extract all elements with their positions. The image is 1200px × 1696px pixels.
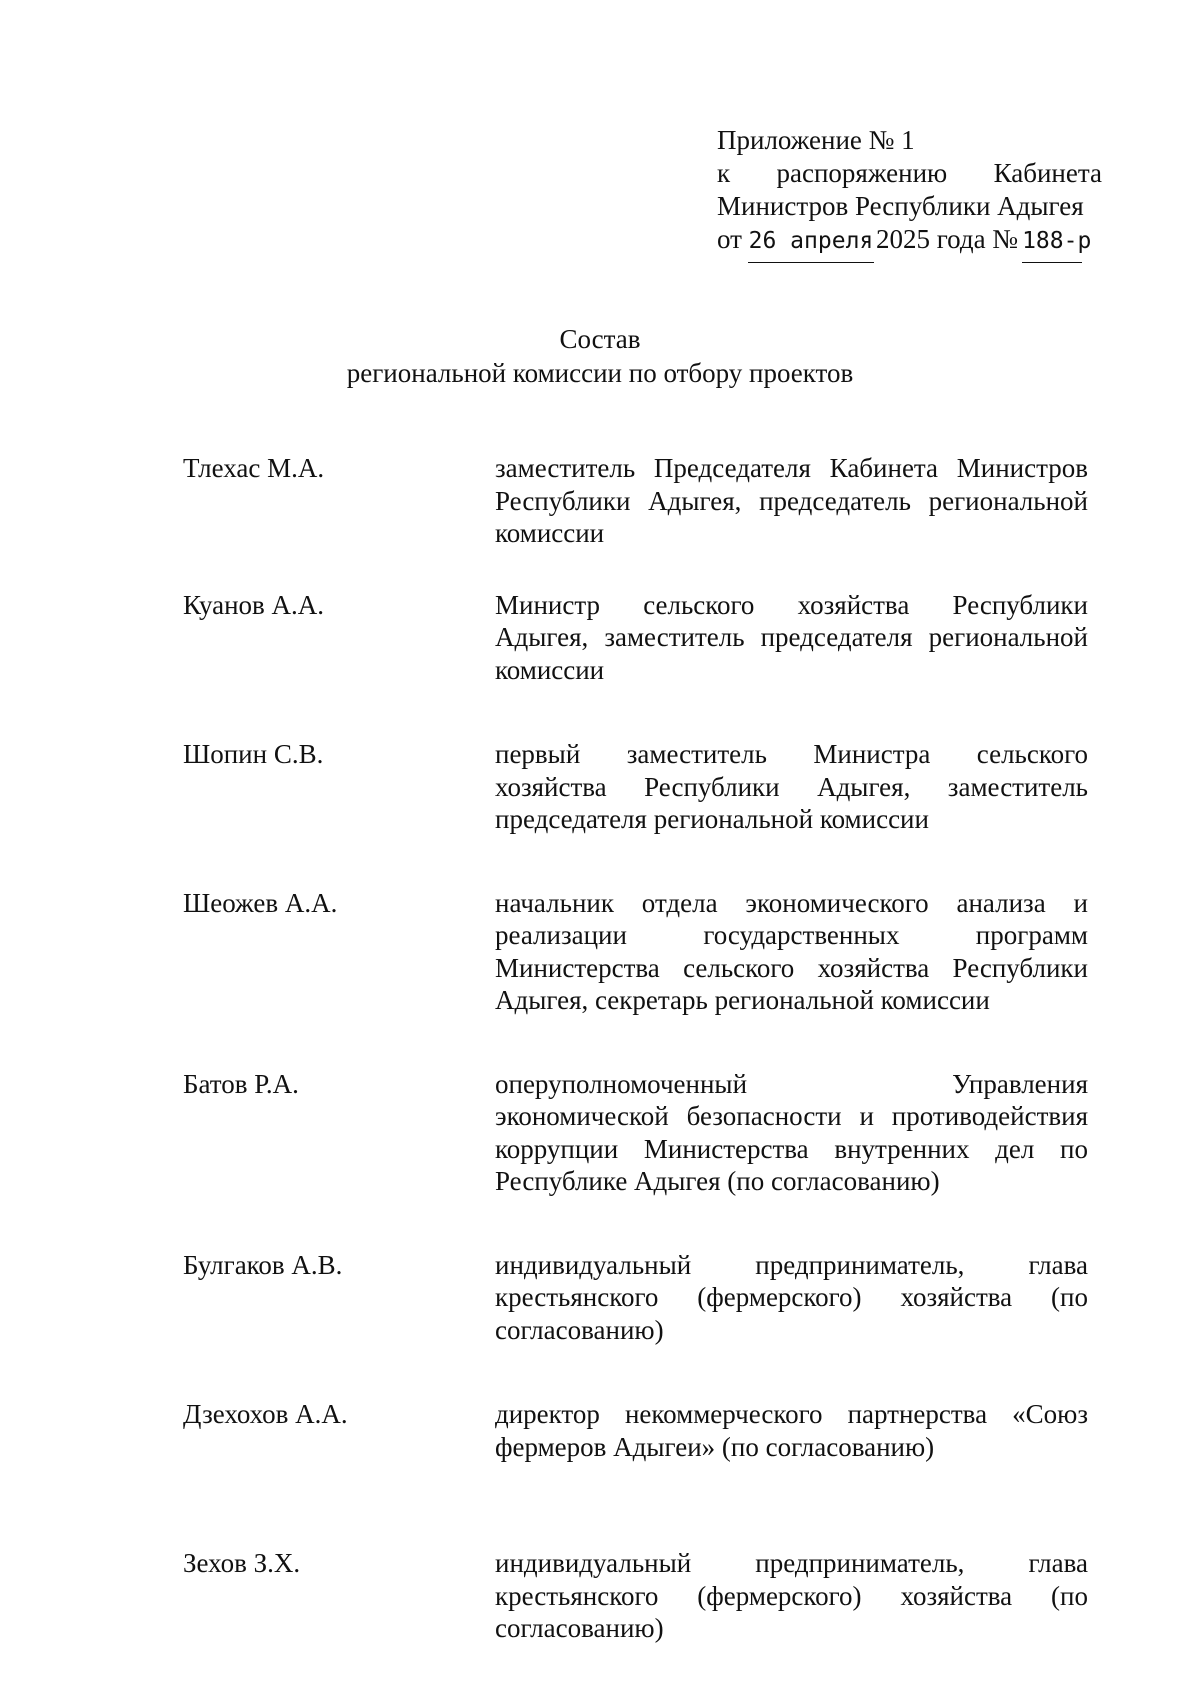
member-row [183, 1068, 1088, 1198]
member-role-line: крестьянского (фермерского) хозяйства (по [495, 1282, 1088, 1312]
member-role-line: индивидуальный предприниматель, глава [495, 1548, 1088, 1578]
member-name: Тлехас М.А. [183, 453, 325, 483]
member-role-line: экономической безопасности и противодействия [495, 1101, 1088, 1131]
document-subtitle: региональной комиссии по отбору проектов [346, 358, 854, 388]
member-role-line: хозяйства Республики Адыгея, заместитель [495, 771, 1088, 802]
member-name: Шеожев А.А. [183, 887, 338, 918]
member-role [495, 738, 1088, 836]
member-role-line: Адыгея, заместитель председателя региональной [495, 622, 1088, 652]
member-name: Дзехохов А.А. [183, 1399, 348, 1429]
member-role [495, 1547, 1088, 1645]
member-role-line: заместитель Председателя Кабинета Министров [495, 453, 1088, 483]
member-role-line: первый заместитель Министра сельского [495, 739, 1088, 769]
member-row [183, 1398, 1088, 1463]
appendix-header [717, 124, 1102, 258]
appendix-line-order [717, 157, 1102, 190]
member-role [495, 452, 1088, 550]
member-role-line: согласованию) [495, 1314, 664, 1345]
member-role [495, 1398, 1088, 1463]
member-role-line: реализации государственных программ [495, 920, 1088, 950]
document-title: Состав [559, 324, 641, 354]
member-name: Батов Р.А. [183, 1068, 299, 1099]
appendix-word-cabinet: Кабинета [993, 158, 1102, 188]
appendix-date-filled: 26 апреля [748, 225, 874, 258]
appendix-date-prefix: от [717, 224, 742, 254]
member-row [183, 452, 1088, 550]
member-role-line: комиссии [495, 518, 605, 548]
appendix-ministers: Министров Республики Адыгея [717, 191, 1084, 221]
member-role-line: коррупции Министерства внутренних дел по [495, 1133, 1088, 1164]
member-role [495, 589, 1088, 687]
member-role [495, 887, 1088, 1017]
member-role-line: директор некоммерческого партнерства «Союз [495, 1399, 1088, 1429]
member-role-line: фермеров Адыгеи» (по согласованию) [495, 1431, 935, 1462]
member-role-line: Министерства сельского хозяйства Республики [495, 952, 1088, 983]
member-row [183, 1249, 1088, 1347]
member-row [183, 589, 1088, 687]
member-role-line: комиссии [495, 654, 605, 685]
appendix-word-order: распоряжению [776, 158, 948, 188]
member-role-line: согласованию) [495, 1613, 664, 1643]
appendix-title: Приложение № 1 [717, 125, 915, 155]
member-role-line: Республике Адыгея (по согласованию) [495, 1166, 940, 1196]
appendix-year-text: 2025 года № [875, 224, 1019, 254]
member-role-line: Республики Адыгея, председатель региональной [495, 485, 1088, 516]
member-row [183, 887, 1088, 1017]
member-role-line: оперуполномоченный Управления [495, 1068, 1088, 1099]
member-row [183, 1547, 1088, 1645]
appendix-number-filled: 188-р [1022, 225, 1082, 258]
member-name: Зехов З.Х. [183, 1548, 301, 1578]
appendix-word-k: к [717, 158, 731, 188]
member-role-line: Министр сельского хозяйства Республики [495, 589, 1088, 620]
member-name: Куанов А.А. [183, 589, 325, 620]
member-role-line: индивидуальный предприниматель, глава [495, 1249, 1088, 1280]
appendix-date-line [717, 223, 1102, 258]
member-role [495, 1068, 1088, 1198]
member-name: Шопин С.В. [183, 739, 324, 769]
document-heading [0, 322, 1200, 390]
member-role [495, 1249, 1088, 1347]
member-role-line: крестьянского (фермерского) хозяйства (по [495, 1580, 1088, 1611]
member-name: Булгаков А.В. [183, 1249, 343, 1280]
member-role-line: начальник отдела экономического анализа и [495, 887, 1088, 918]
member-role-line: Адыгея, секретарь региональной комиссии [495, 985, 990, 1015]
member-row [183, 738, 1088, 836]
member-role-line: председателя региональной комиссии [495, 804, 929, 834]
members-list [183, 452, 1088, 1645]
